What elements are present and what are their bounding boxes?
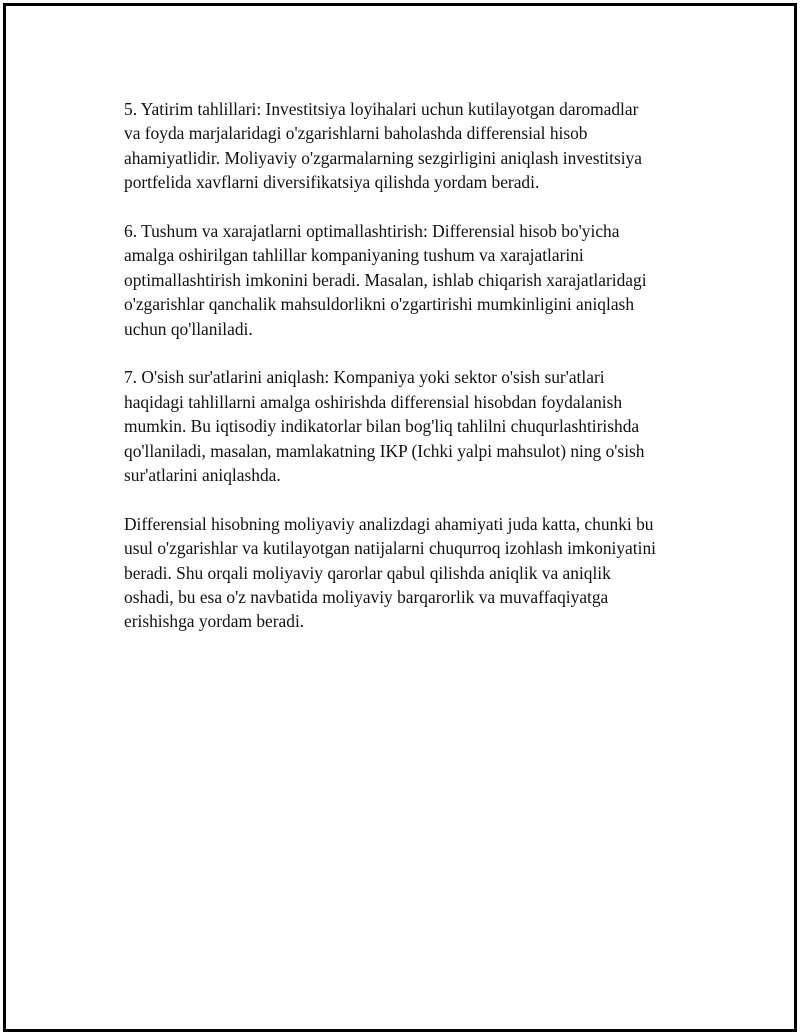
text-line: optimallashtirish imkonini beradi. Masalan, ishlab chiqarish xarajatlaridagi [124, 269, 647, 290]
text-line: va foyda marjalaridagi o'zgarishlarni baholashda differensial hisob [124, 123, 588, 144]
text-line: amalga oshirilgan tahlillar kompaniyaning tushum va xarajatlarini [124, 245, 584, 266]
text-line: mumkin. Bu iqtisodiy indikatorlar bilan bog'liq tahlilni chuqurlashtirishda [124, 416, 640, 437]
text-line: 7. O'sish sur'atlarini aniqlash: Kompaniya yoki sektor o'sish sur'atlari [124, 367, 605, 388]
text-line: sur'atlarini aniqlashda. [124, 465, 281, 486]
text-line: usul o'zgarishlar va kutilayotgan natijalarni chuqurroq izohlash imkoniyatini [124, 538, 656, 559]
text-line: oshadi, bu esa o'z navbatida moliyaviy barqarorlik va muvaffaqiyatga [124, 587, 609, 608]
text-line: erishishga yordam beradi. [124, 611, 305, 632]
text-line: uchun qo'llaniladi. [124, 318, 253, 339]
paragraph-revenue-cost-optimization [124, 219, 704, 341]
text-line: beradi. Shu orqali moliyaviy qarorlar qabul qilishda aniqlik va aniqlik [124, 562, 611, 583]
text-line: 6. Tushum va xarajatlarni optimallashtirish: Differensial hisob bo'yicha [124, 221, 620, 242]
text-line: portfelida xavflarni diversifikatsiya qilishda yordam beradi. [124, 172, 540, 193]
text-line: haqidagi tahlillarni amalga oshirishda differensial hisobdan foydalanish [124, 391, 623, 412]
page-border [3, 3, 797, 1032]
document-body [124, 97, 704, 658]
paragraph-conclusion [124, 512, 704, 634]
paragraph-growth-rates [124, 365, 704, 487]
text-line: 5. Yatirim tahlillari: Investitsiya loyihalari uchun kutilayotgan daromadlar [124, 99, 639, 119]
text-line: o'zgarishlar qanchalik mahsuldorlikni o'zgartirishi mumkinligini aniqlash [124, 294, 635, 315]
text-line: Differensial hisobning moliyaviy analizdagi ahamiyati juda katta, chunki bu [124, 513, 654, 534]
paragraph-investment-analysis [124, 97, 704, 195]
text-line: ahamiyatlidir. Moliyaviy o'zgarmalarning sezgirligini aniqlash investitsiya [124, 147, 642, 168]
text-line: qo'llaniladi, masalan, mamlakatning IKP (Ichki yalpi mahsulot) ning o'sish [124, 440, 645, 461]
